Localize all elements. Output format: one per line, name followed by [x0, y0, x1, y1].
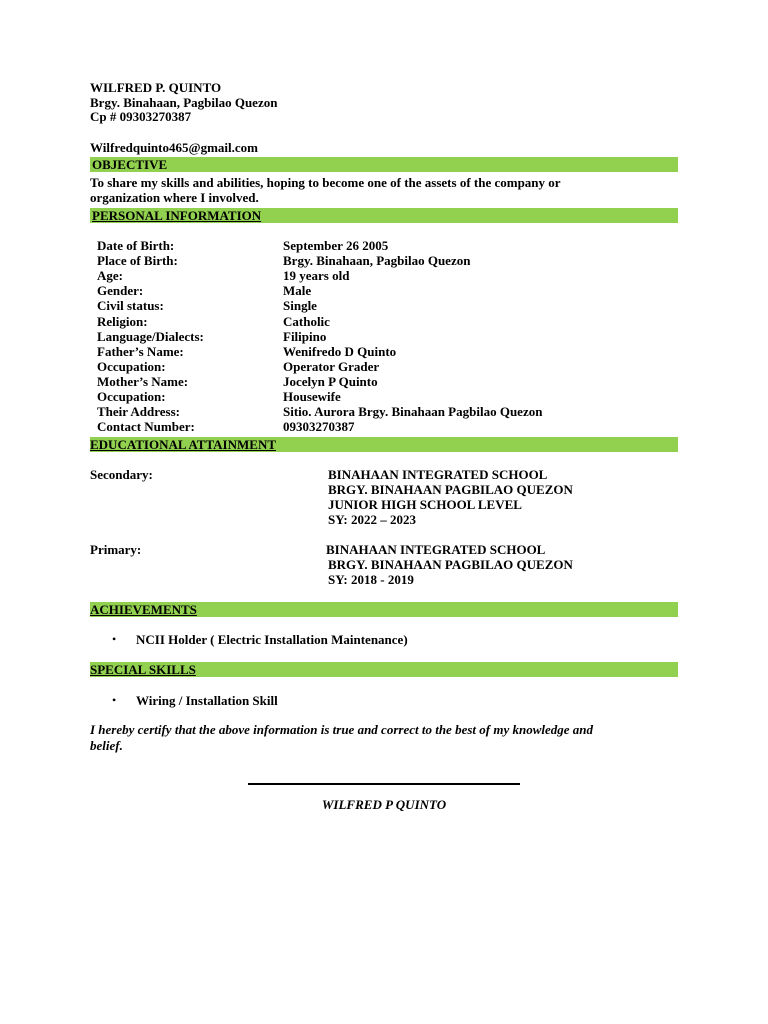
personal-info-value: Sitio. Aurora Brgy. Binahaan Pagbilao Quezon: [283, 404, 543, 419]
personal-info-label: Age:: [97, 268, 123, 283]
objective-text-line2: organization where I involved.: [90, 190, 259, 205]
secondary-line: BRGY. BINAHAAN PAGBILAO QUEZON: [328, 482, 573, 497]
secondary-line: SY: 2022 – 2023: [328, 512, 417, 527]
skill-item: Wiring / Installation Skill: [136, 693, 278, 708]
applicant-address: Brgy. Binahaan, Pagbilao Quezon: [90, 95, 278, 110]
personal-info-heading: PERSONAL INFORMATION: [92, 208, 262, 223]
personal-info-label: Language/Dialects:: [97, 329, 204, 344]
primary-line: SY: 2018 - 2019: [328, 572, 414, 587]
primary-line: BRGY. BINAHAAN PAGBILAO QUEZON: [328, 557, 573, 572]
objective-heading-bar: [90, 157, 678, 172]
applicant-name: WILFRED P. QUINTO: [90, 80, 222, 95]
education-heading-bar: [90, 437, 678, 452]
personal-info-label: Mother’s Name:: [97, 374, 189, 389]
bullet-icon: •: [112, 632, 117, 646]
personal-info-value: Housewife: [283, 389, 341, 404]
personal-info-value: 09303270387: [283, 419, 355, 434]
personal-info-value: 19 years old: [283, 268, 350, 283]
personal-info-label: Date of Birth:: [97, 238, 175, 253]
achievements-heading: ACHIEVEMENTS: [90, 602, 197, 617]
secondary-line: BINAHAAN INTEGRATED SCHOOL: [328, 467, 548, 482]
primary-line: BINAHAAN INTEGRATED SCHOOL: [326, 542, 546, 557]
personal-info-label: Contact Number:: [97, 419, 195, 434]
personal-info-label: Father’s Name:: [97, 344, 184, 359]
personal-info-value: Single: [283, 298, 317, 313]
personal-info-value: Catholic: [283, 314, 330, 329]
signature-line: [248, 783, 520, 785]
personal-info-label: Place of Birth:: [97, 253, 178, 268]
applicant-phone: Cp # 09303270387: [90, 109, 192, 124]
personal-info-heading-bar: [90, 208, 678, 223]
personal-info-value: Wenifredo D Quinto: [283, 344, 397, 359]
personal-info-label: Gender:: [97, 283, 144, 298]
personal-info-value: September 26 2005: [283, 238, 389, 253]
signature-name: WILFRED P QUINTO: [321, 797, 447, 812]
secondary-line: JUNIOR HIGH SCHOOL LEVEL: [328, 497, 522, 512]
personal-info-value: Operator Grader: [283, 359, 380, 374]
objective-heading: OBJECTIVE: [92, 157, 168, 172]
skills-heading-bar: [90, 662, 678, 677]
primary-label: Primary:: [90, 542, 142, 557]
education-heading: EDUCATIONAL ATTAINMENT: [90, 437, 276, 452]
objective-text-line1: To share my skills and abilities, hoping to become one of the assets of the company or: [90, 175, 561, 190]
achievement-item: NCII Holder ( Electric Installation Maintenance): [136, 632, 408, 647]
personal-info-value: Male: [283, 283, 312, 298]
achievements-heading-bar: [90, 602, 678, 617]
skills-heading: SPECIAL SKILLS: [90, 662, 196, 677]
personal-info-value: Brgy. Binahaan, Pagbilao Quezon: [283, 253, 471, 268]
certification-line2: belief.: [90, 738, 123, 753]
personal-info-label: Their Address:: [97, 404, 180, 419]
personal-info-label: Religion:: [97, 314, 148, 329]
secondary-label: Secondary:: [90, 467, 153, 482]
personal-info-value: Filipino: [283, 329, 327, 344]
applicant-email: Wilfredquinto465@gmail.com: [90, 140, 258, 155]
personal-info-label: Civil status:: [97, 298, 164, 313]
personal-info-value: Jocelyn P Quinto: [283, 374, 378, 389]
bullet-icon: •: [112, 693, 117, 707]
certification-line1: I hereby certify that the above information is true and correct to the best of my knowledge and: [90, 722, 594, 737]
personal-info-label: Occupation:: [97, 389, 166, 404]
personal-info-label: Occupation:: [97, 359, 166, 374]
